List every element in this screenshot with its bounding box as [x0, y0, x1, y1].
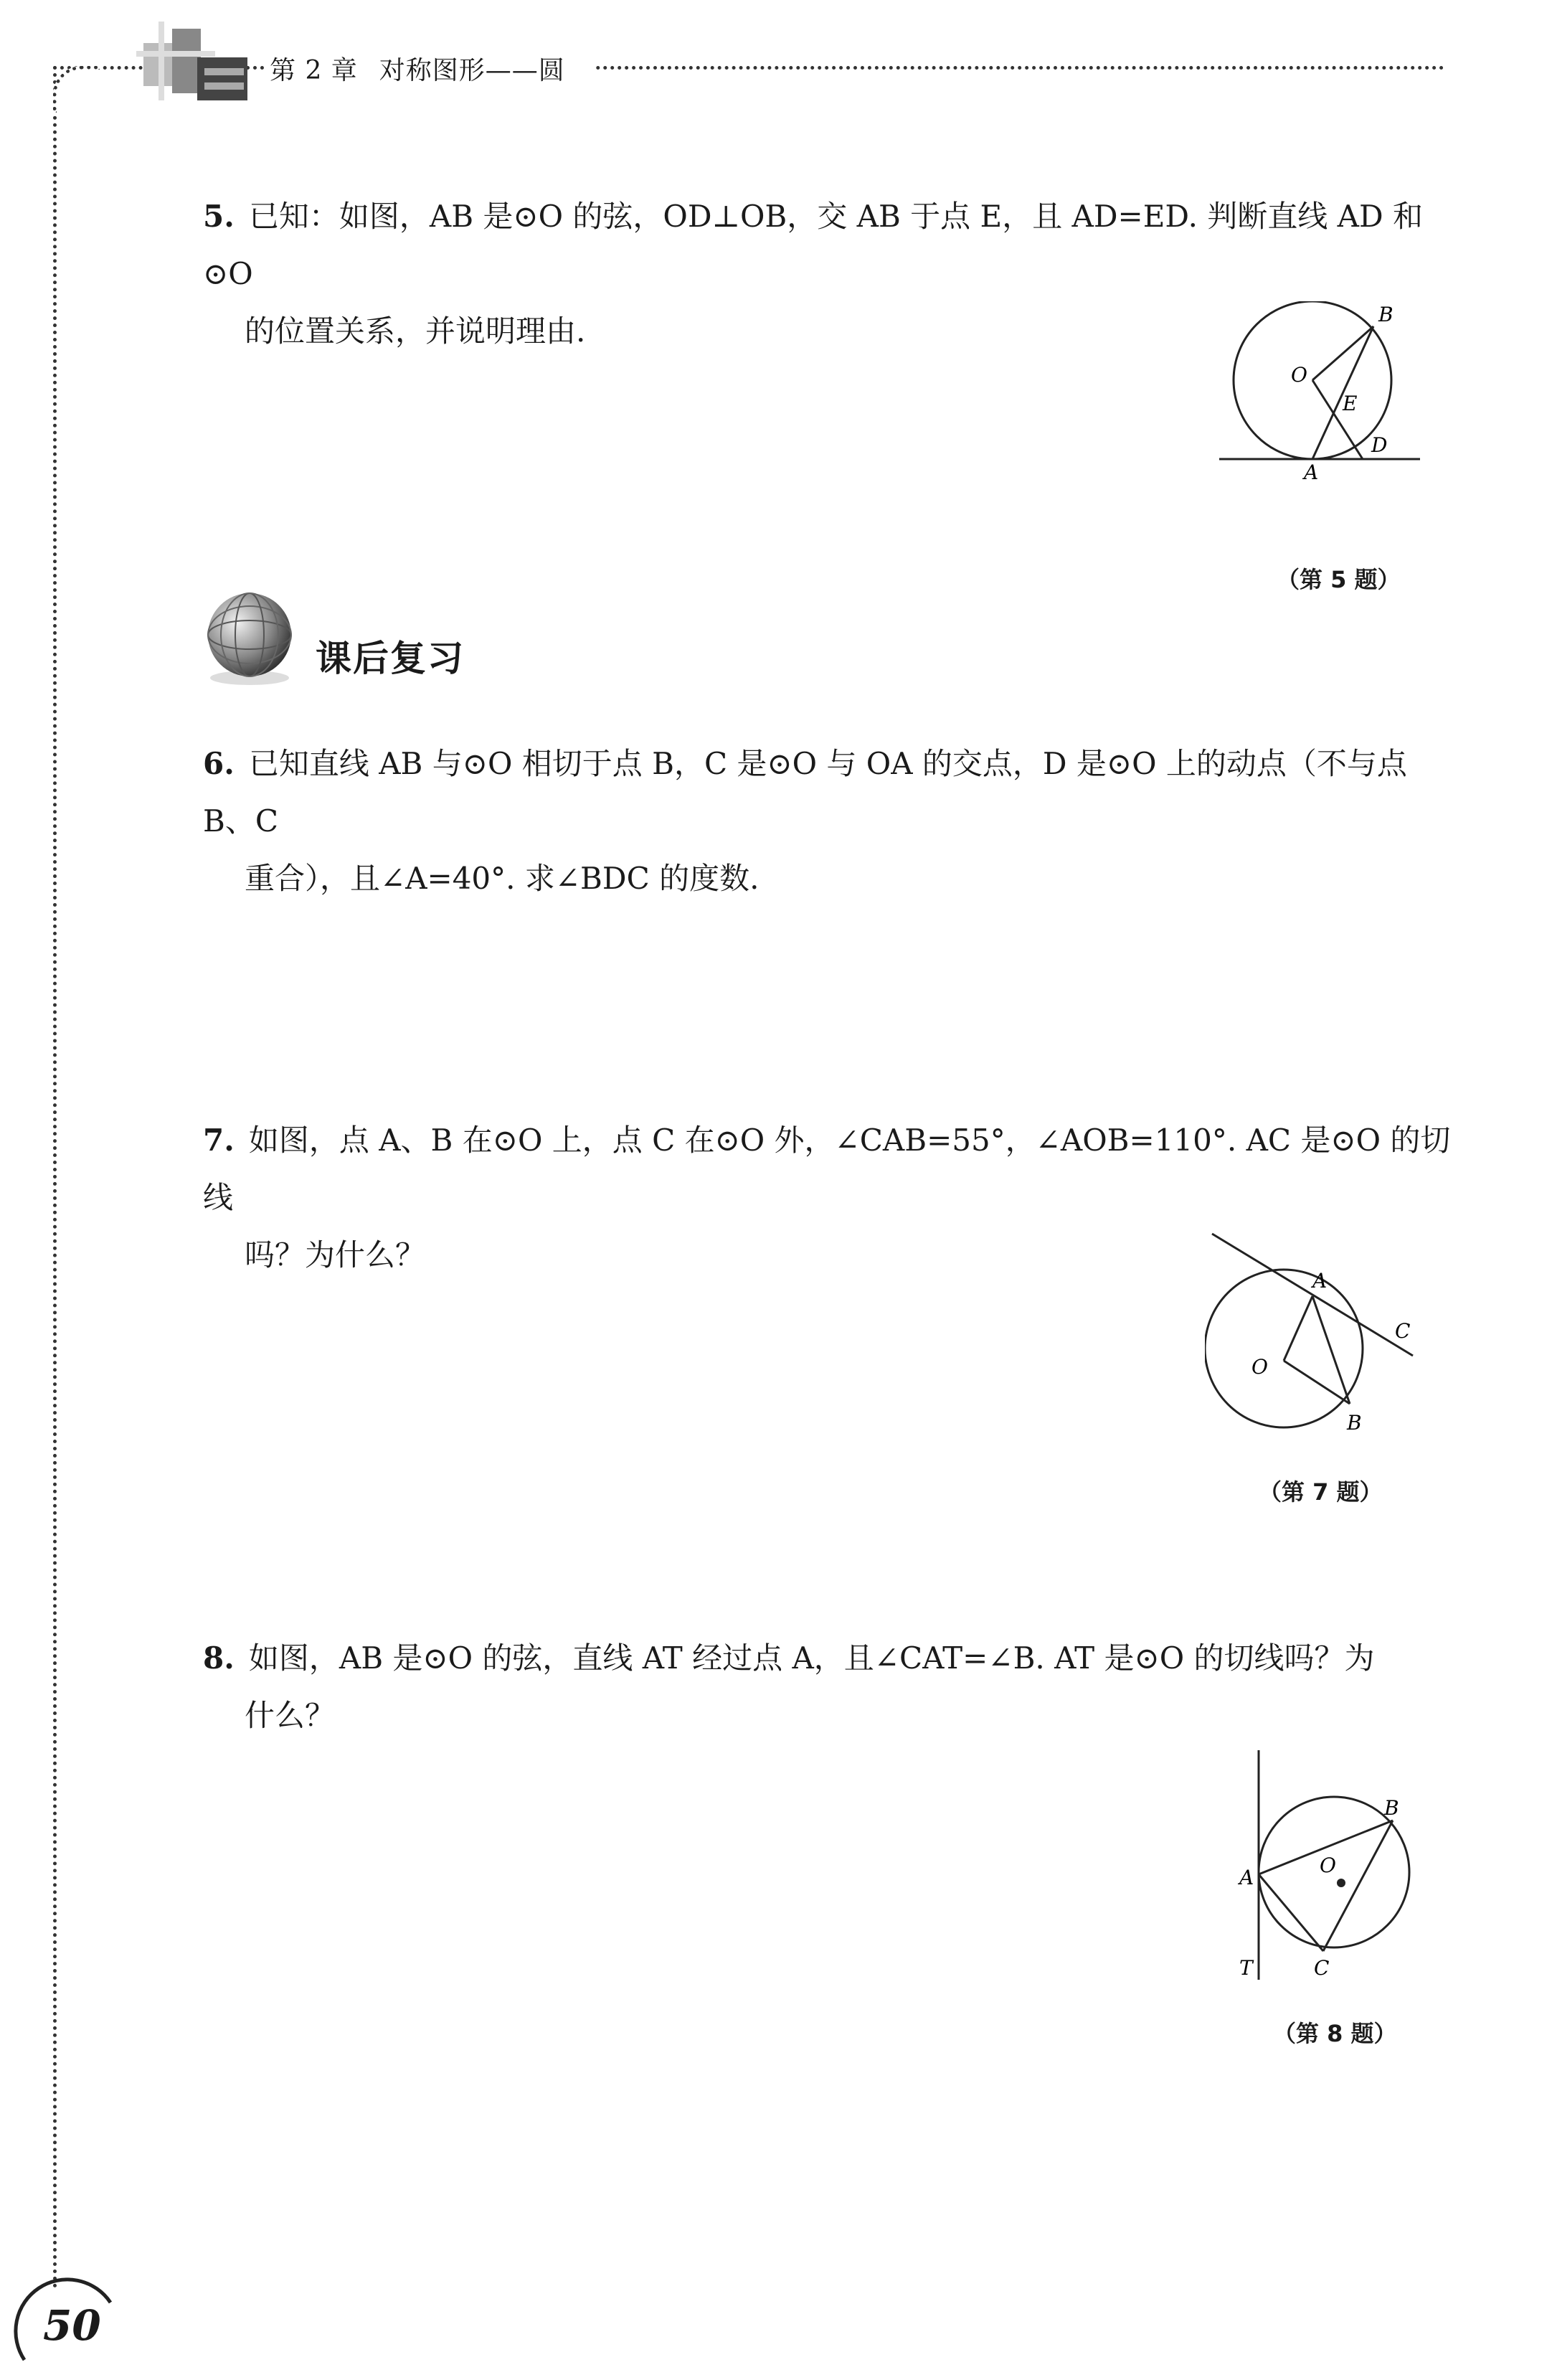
- page-frame-left: [53, 66, 57, 2290]
- label-o: O: [1320, 1854, 1336, 1877]
- label-b: B: [1384, 1796, 1399, 1820]
- figure-7-caption: （第 7 题）: [1259, 1478, 1383, 1506]
- question-text-line1: 如图，AB 是⊙O 的弦，直线 AT 经过点 A，且∠CAT=∠B. AT 是⊙O 的切线吗？为: [248, 1640, 1375, 1676]
- question-number: 8.: [203, 1640, 235, 1676]
- page-number: 50: [43, 2301, 101, 2350]
- section-title: 课后复习: [316, 638, 465, 679]
- label-t: T: [1239, 1956, 1253, 1980]
- figure-7-diagram: [1205, 1230, 1434, 1445]
- figure-5-caption: （第 5 题）: [1277, 566, 1401, 593]
- chapter-logo-icon: [129, 14, 258, 115]
- question-number: 7.: [203, 1123, 235, 1158]
- page-frame-top: [53, 66, 1444, 70]
- figure-8-diagram: [1226, 1743, 1442, 1980]
- label-a: A: [1304, 461, 1319, 484]
- label-b: B: [1378, 303, 1394, 326]
- page-header: [267, 50, 594, 87]
- globe-icon: [199, 588, 300, 689]
- question-number: 5.: [203, 199, 235, 234]
- label-a: A: [1312, 1269, 1328, 1293]
- label-c: C: [1314, 1956, 1330, 1980]
- label-o: O: [1291, 363, 1307, 387]
- question-6: [203, 735, 1451, 907]
- question-text-line1: 如图，点 A、B 在⊙O 上，点 C 在⊙O 外，∠CAB=55°，∠AOB=110°. AC 是⊙O 的切线: [203, 1123, 1451, 1215]
- figure-8-caption: （第 8 题）: [1273, 2020, 1397, 2047]
- label-e: E: [1343, 392, 1358, 415]
- label-a: A: [1239, 1866, 1254, 1889]
- question-8: [203, 1630, 1451, 1744]
- question-text-line1: 已知：如图，AB 是⊙O 的弦，OD⊥OB，交 AB 于点 E，且 AD=ED. 判断直线 AD 和⊙O: [203, 199, 1423, 291]
- page-frame-corner: [53, 66, 100, 113]
- header-title: 对称图形——圆: [379, 56, 565, 85]
- figure-5-diagram: [1219, 301, 1434, 488]
- question-text-line2: 吗？为什么？: [245, 1237, 426, 1272]
- label-d: D: [1371, 433, 1388, 457]
- label-b: B: [1347, 1411, 1362, 1435]
- label-c: C: [1395, 1319, 1411, 1343]
- question-number: 6.: [203, 746, 235, 781]
- question-text-line2: 什么？: [245, 1698, 336, 1733]
- label-o: O: [1251, 1355, 1268, 1379]
- question-text-line2: 的位置关系，并说明理由.: [245, 313, 586, 349]
- question-text-line2: 重合），且∠A=40°. 求∠BDC 的度数.: [245, 861, 760, 896]
- question-text-line1: 已知直线 AB 与⊙O 相切于点 B，C 是⊙O 与 OA 的交点，D 是⊙O 上的动点（不与点 B、C: [203, 746, 1407, 839]
- header-chapter: 第 2 章: [270, 56, 358, 85]
